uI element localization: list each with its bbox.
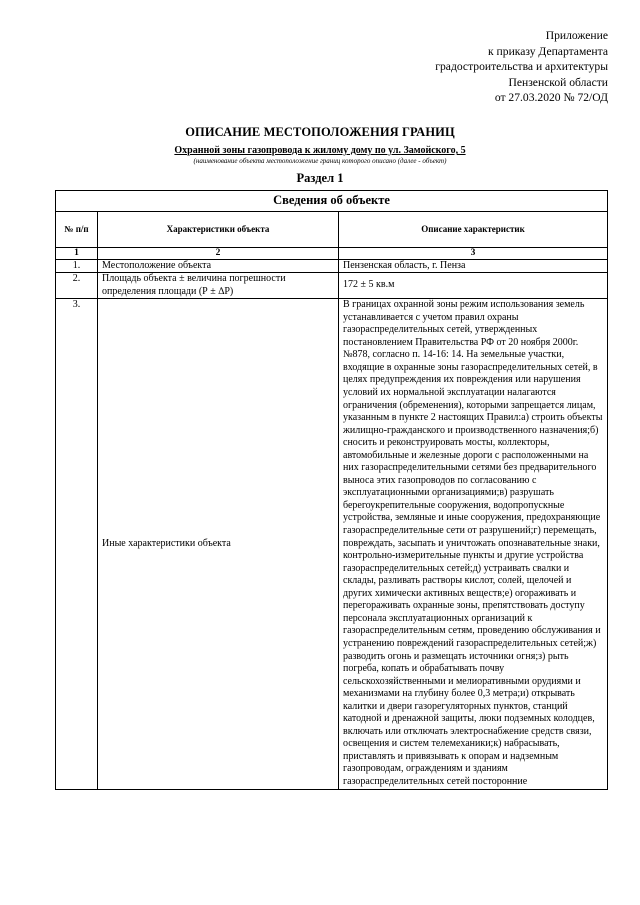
section-title: Раздел 1 xyxy=(296,171,344,185)
annex-line: от 27.03.2020 № 72/ОД xyxy=(494,91,608,105)
header-characteristic: Характеристики объекта xyxy=(98,211,339,247)
annex-line: к приказу Департамента xyxy=(488,44,608,58)
row-number: 1. xyxy=(56,259,98,273)
object-info-table xyxy=(55,190,608,790)
table-title: Сведения об объекте xyxy=(56,191,608,212)
document-title: ОПИСАНИЕ МЕСТОПОЛОЖЕНИЯ ГРАНИЦ xyxy=(185,125,455,139)
row-characteristic: Иные характеристики объекта xyxy=(98,299,339,789)
table-row xyxy=(56,259,608,273)
annex-line: Приложение xyxy=(545,29,608,42)
column-number: 3 xyxy=(339,247,608,259)
row-description: 172 ± 5 кв.м xyxy=(339,273,608,299)
row-description: Пензенская область, г. Пенза xyxy=(339,259,608,273)
annex-line: градостроительства и архитектуры xyxy=(435,60,608,74)
row-description: В границах охранной зоны режим использования земель устанавливается с учетом правил охраны газораспределительных сетей, утвержденных постановлением Правительства РФ от 20 ноября 2000г. №878, согласно п. 14-16: 14. На земельные участки, входящие в охранные зоны газораспределительных сетей, в целях предупреждения их повреждения или нарушения условий их нормальной эксплуатации налагаются ограничения (обременения), которыми запрещается лицам, указанным в пункте 2 настоящих Правил:а) строить объекты жилищно-гражданского и производственного назначения;б) сносить и реконструировать мосты, коллекторы, автомобильные и железные дороги с расположенными на них газораспределительными сетями без предварительного выноса этих газопроводов по согласованию с эксплуатационными организациями;в) разрушать берегоукрепительные сооружения, водопропускные устройства, земляные и иные сооружения, предохраняющие газораспределительные сети от разрушений;г) перемещать, повреждать, засыпать и уничтожать опознавательные знаки, контрольно-измерительные пункты и другие устройства газораспределительных сетей;д) устраивать свалки и склады, разливать растворы кислот, солей, щелочей и других химически активных веществ;е) огораживать и перегораживать охранные зоны, препятствовать доступу персонала эксплуатационных организаций к газораспределительным сетям, проведению обслуживания и устранению повреждений газораспределительных сетей;ж) разводить огонь и размещать источники огня;з) рыть погреба, копать и обрабатывать почву сельскохозяйственными и мелиоративными орудиями и механизмами на глубину более 0,3 метра;и) открывать калитки и двери газорегуляторных пунктов, станций катодной и дренажной защиты, люки подземных колодцев, включать или отключать электроснабжение средств связи, освещения и систем телемеханики;к) набрасывать, приставлять и привязывать к опорам и надземным газопроводам, ограждениям и зданиям газораспределительных сетей посторонние xyxy=(339,299,608,789)
annex-line: Пензенской области xyxy=(508,75,608,89)
object-name: Охранной зоны газопровода к жилому дому по ул. Замойского, 5 xyxy=(174,145,466,156)
column-number: 1 xyxy=(56,247,98,259)
column-number: 2 xyxy=(98,247,339,259)
table-title-row xyxy=(56,191,608,212)
header-number: № п/п xyxy=(56,211,98,247)
annex-block xyxy=(435,28,608,106)
row-number: 3. xyxy=(56,299,98,789)
row-number: 2. xyxy=(56,273,98,299)
row-characteristic: Местоположение объекта xyxy=(98,259,339,273)
row-characteristic: Площадь объекта ± величина погрешности определения площади (Р ± ∆Р) xyxy=(98,273,339,299)
table-row xyxy=(56,299,608,789)
object-caption: (наименование объекта местоположение границ которого описано (далее - объект) xyxy=(193,157,447,165)
header-description: Описание характеристик xyxy=(339,211,608,247)
column-number-row xyxy=(56,247,608,259)
object-info-table-wrapper xyxy=(55,190,607,790)
table-row xyxy=(56,273,608,299)
table-header-row xyxy=(56,211,608,247)
